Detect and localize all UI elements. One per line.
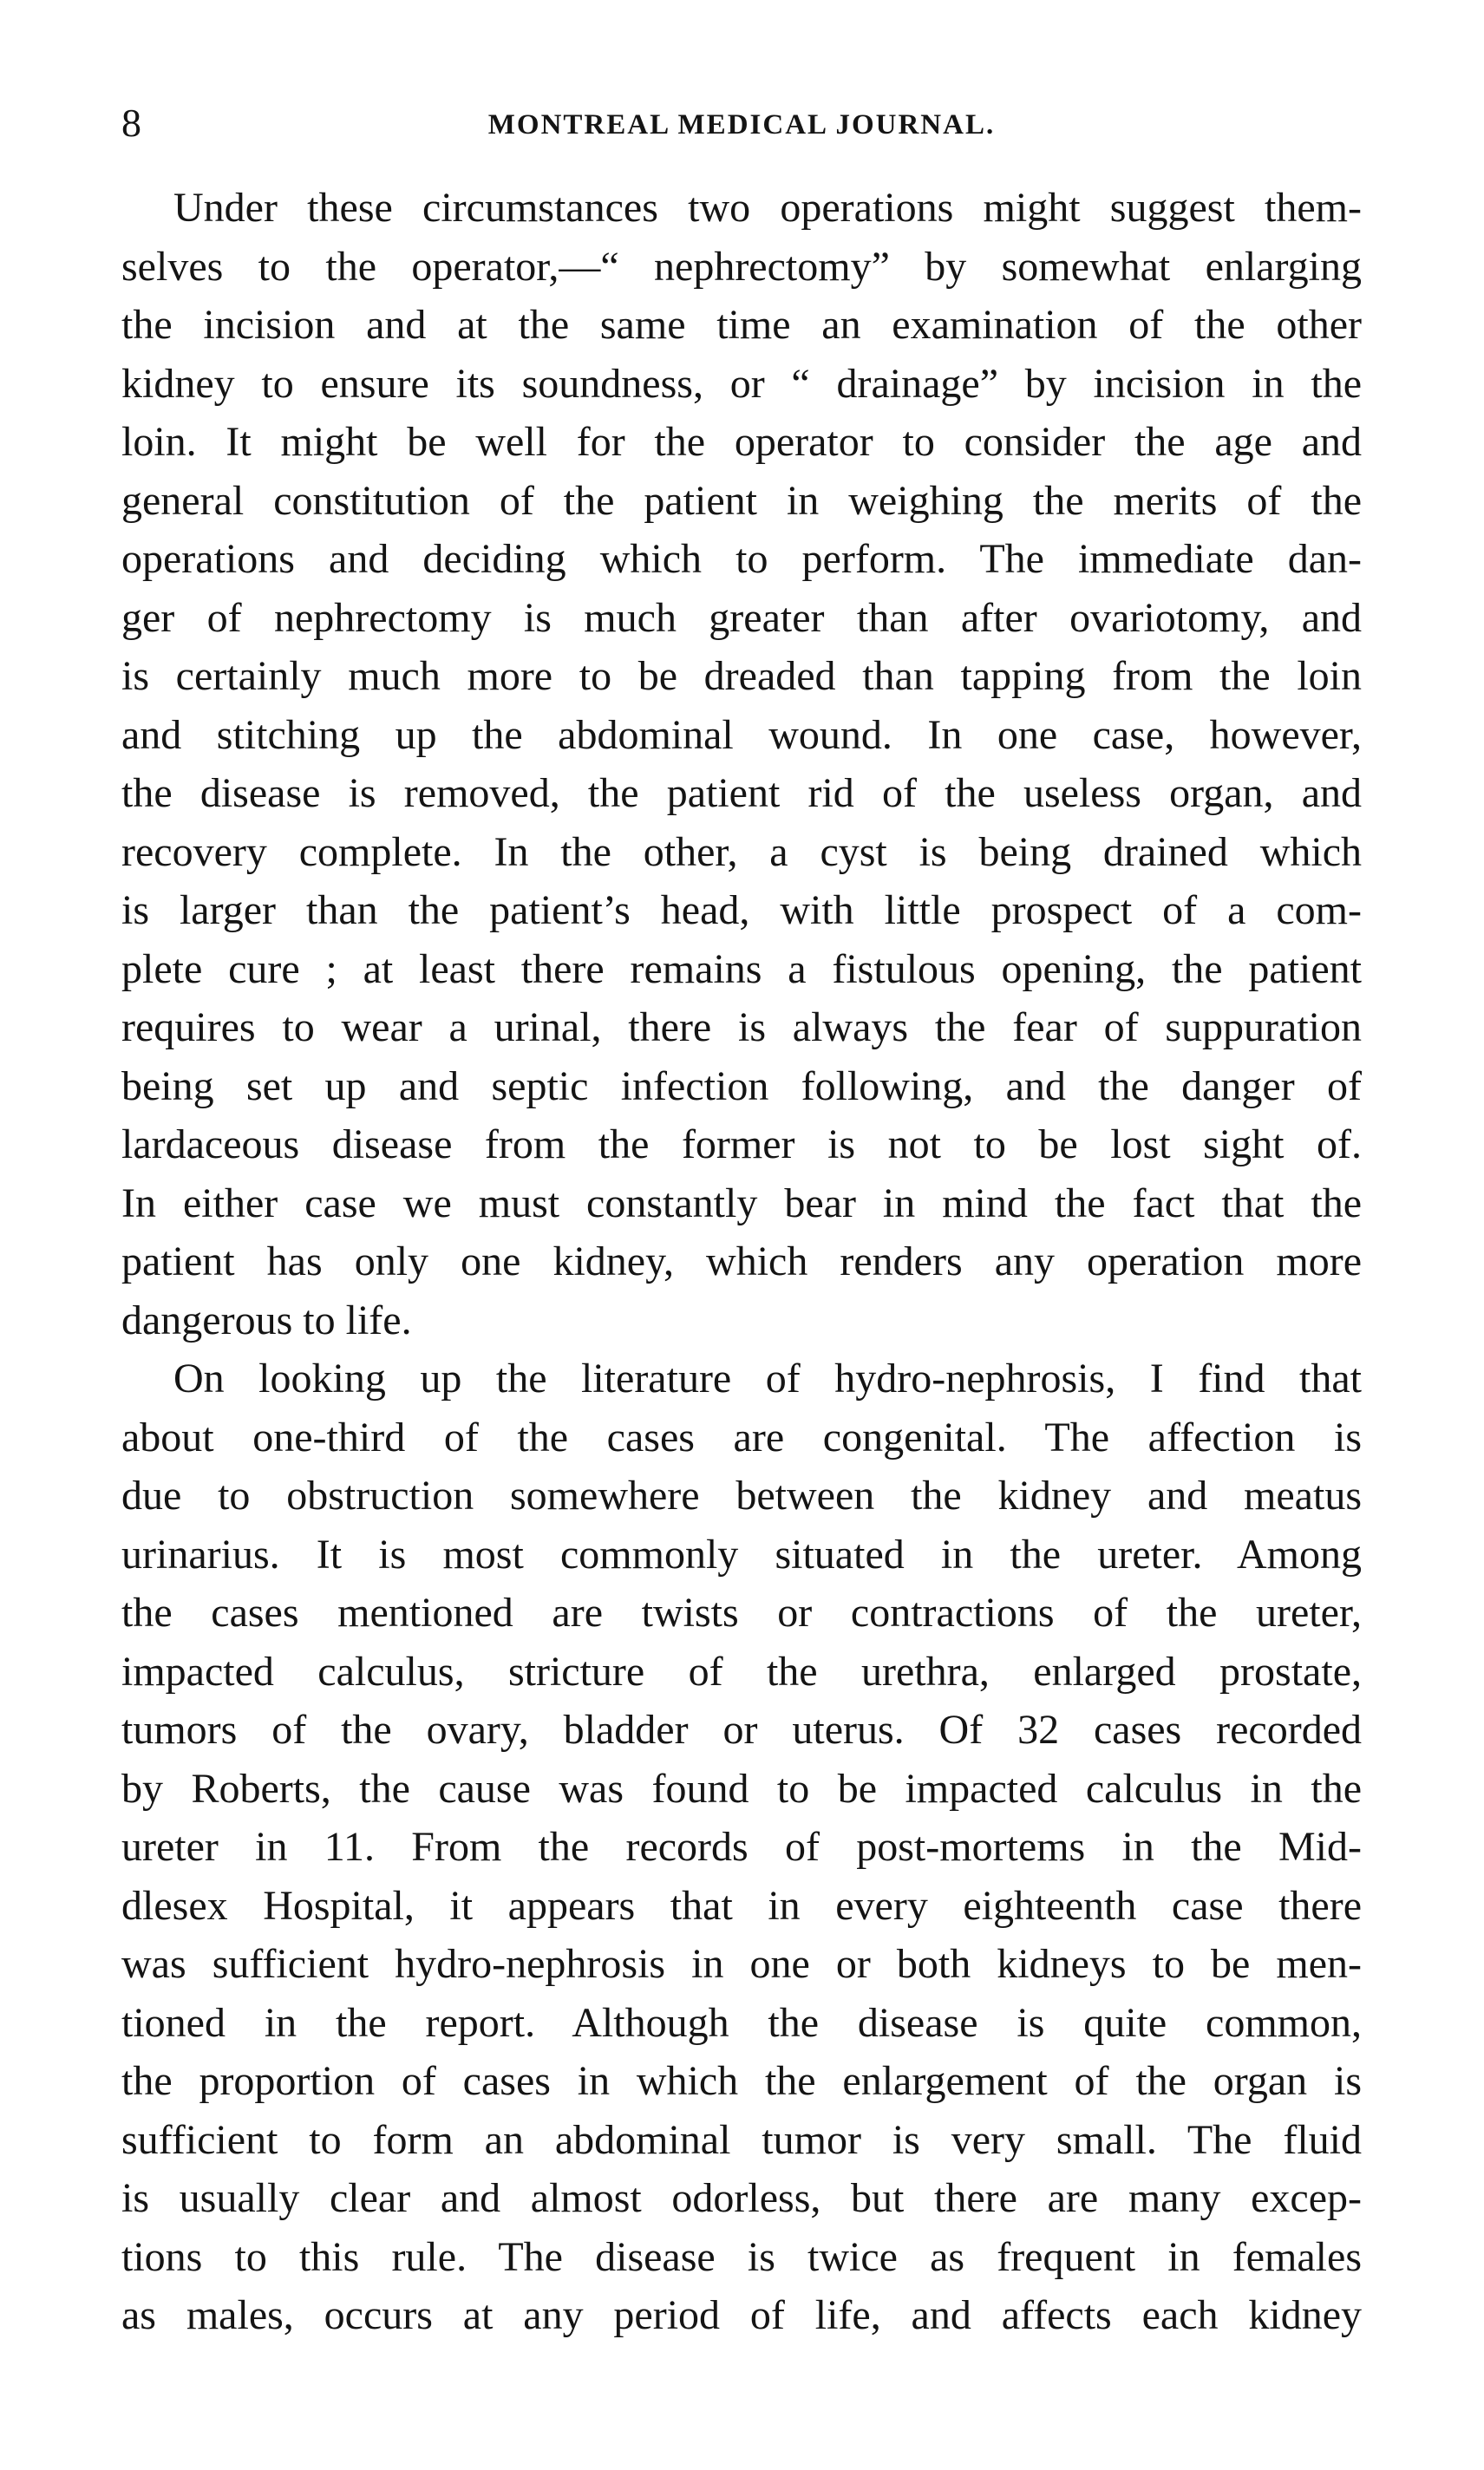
text-line: kidney to ensure its soundness, or “ drainage” by incision in the	[121, 360, 1362, 407]
paragraph-2	[121, 1349, 1362, 2345]
text-line: requires to wear a urinal, there is always the fear of suppuration	[121, 1004, 1362, 1050]
text-line: due to obstruction somewhere between the kidney and meatus	[121, 1473, 1362, 1519]
text-line: by Roberts, the cause was found to be impacted calculus in the	[121, 1765, 1362, 1812]
text-line: In either case we must constantly bear in mind the fact that the	[121, 1179, 1362, 1226]
text-line: loin. It might be well for the operator to consider the age and	[121, 419, 1362, 465]
journal-title: MONTREAL MEDICAL JOURNAL.	[487, 109, 996, 140]
text-line: was sufficient hydro-nephrosis in one or both kidneys to be men-	[121, 1941, 1362, 1987]
text-line: tioned in the report. Although the disease is quite common,	[121, 1999, 1362, 2046]
text-line: tumors of the ovary, bladder or uterus. Of 32 cases recorded	[121, 1707, 1362, 1753]
paragraph-1	[121, 179, 1362, 1349]
text-line: lardaceous disease from the former is not to be lost sight of.	[121, 1121, 1362, 1167]
text-line: the disease is removed, the patient rid of the useless organ, and	[121, 770, 1362, 816]
text-line: the proportion of cases in which the enlargement of the organ is	[121, 2058, 1362, 2104]
text-line: impacted calculus, stricture of the urethra, enlarged prostate,	[121, 1648, 1362, 1695]
text-line: urinarius. It is most commonly situated in the ureter. Among	[121, 1531, 1362, 1578]
page-number: 8	[121, 101, 141, 145]
text-line: dangerous to life.	[121, 1297, 412, 1343]
text-line: and stitching up the abdominal wound. In one case, however,	[121, 711, 1362, 758]
text-line: patient has only one kidney, which renders any operation more	[121, 1238, 1362, 1284]
text-line: recovery complete. In the other, a cyst is being drained which	[121, 828, 1362, 875]
text-line: the cases mentioned are twists or contractions of the ureter,	[121, 1590, 1362, 1636]
text-line: the incision and at the same time an examination of the other	[121, 302, 1362, 348]
text-line: dlesex Hospital, it appears that in every eighteenth case there	[121, 1882, 1362, 1929]
text-line: ureter in 11. From the records of post-mortems in the Mid-	[121, 1824, 1362, 1870]
text-line: tions to this rule. The disease is twice as frequent in females	[121, 2233, 1362, 2280]
text-line: as males, occurs at any period of life, and affects each kidney	[121, 2292, 1362, 2338]
text-line: is usually clear and almost odorless, but there are many excep-	[121, 2175, 1362, 2221]
text-line: selves to the operator,—“ nephrectomy” by somewhat enlarging	[121, 243, 1362, 290]
text-line: Under these circumstances two operations might suggest them-	[173, 185, 1362, 231]
text-line: is certainly much more to be dreaded than tapping from the loin	[121, 653, 1362, 699]
text-line: sufficient to form an abdominal tumor is very small. The fluid	[121, 2116, 1362, 2163]
running-head	[121, 97, 1362, 149]
body-text	[121, 179, 1362, 2345]
text-line: being set up and septic infection following, and the danger of	[121, 1062, 1362, 1109]
text-line: general constitution of the patient in weighing the merits of the	[121, 477, 1362, 524]
text-line: ger of nephrectomy is much greater than after ovariotomy, and	[121, 594, 1362, 641]
text-line: operations and deciding which to perform. The immediate dan-	[121, 536, 1362, 582]
text-line: On looking up the literature of hydro-nephrosis, I find that	[173, 1356, 1362, 1402]
text-line: plete cure ; at least there remains a fistulous opening, the patient	[121, 945, 1362, 992]
text-line: about one-third of the cases are congenital. The affection is	[121, 1414, 1362, 1460]
text-line: is larger than the patient’s head, with little prospect of a com-	[121, 887, 1362, 933]
